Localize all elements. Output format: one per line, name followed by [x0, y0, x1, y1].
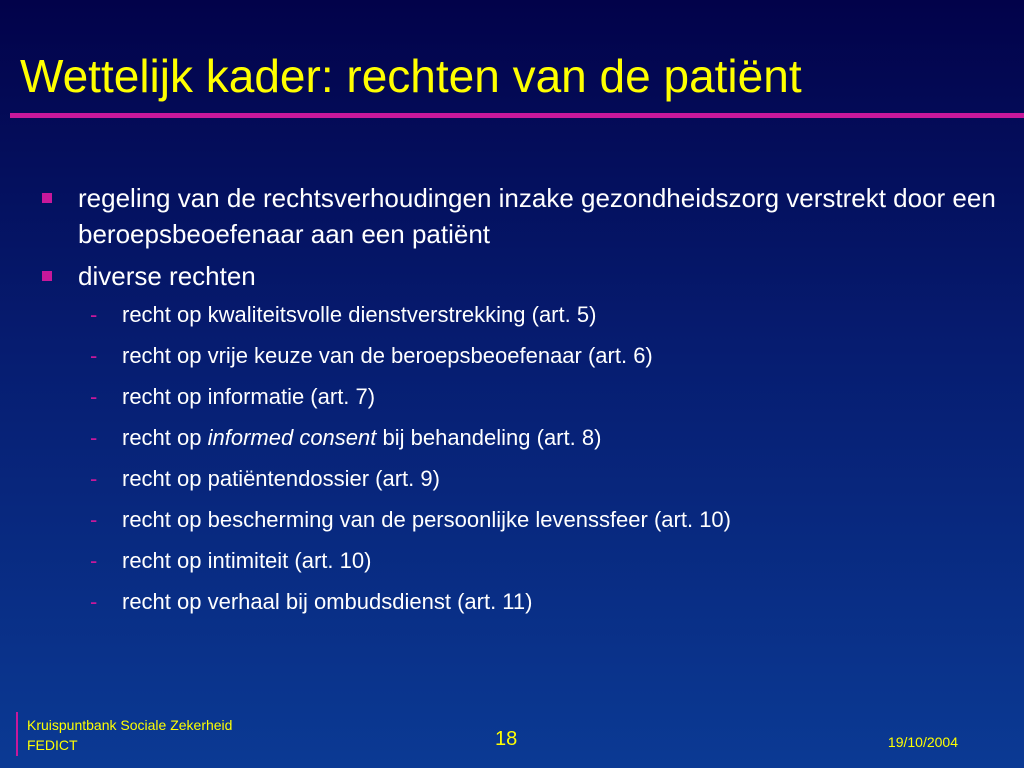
sub-bullet-item [40, 300, 1000, 330]
sub-bullet-emphasis: informed consent [207, 425, 377, 450]
dash-bullet-icon: - [90, 425, 98, 450]
title-divider [10, 113, 1024, 118]
slide-content [40, 180, 1000, 628]
dash-bullet-icon: - [90, 548, 98, 573]
sub-bullet-item [40, 341, 1000, 371]
footer-divider [16, 712, 18, 756]
sub-bullet-list [40, 300, 1000, 617]
square-bullet-icon [42, 193, 52, 203]
sub-bullet-text-suffix: bij behandeling (art. 8) [376, 425, 602, 450]
sub-bullet-item [40, 382, 1000, 412]
sub-bullet-text: recht op bescherming van de persoonlijke levenssfeer (art. 10) [122, 507, 731, 532]
sub-bullet-text: recht op patiëntendossier (art. 9) [122, 466, 440, 491]
dash-bullet-icon: - [90, 466, 98, 491]
sub-bullet-text: recht op informatie (art. 7) [122, 384, 376, 409]
sub-bullet-text: recht op vrije keuze van de beroepsbeoefenaar (art. 6) [122, 343, 653, 368]
dash-bullet-icon: - [90, 302, 98, 327]
slide-title: Wettelijk kader: rechten van de patiënt [20, 50, 802, 102]
sub-bullet-text: recht op intimiteit (art. 10) [122, 548, 372, 573]
bullet-text: regeling van de rechtsverhoudingen inzake gezondheidszorg verstrekt door een beroepsbeoefenaar aan een patiënt [78, 183, 996, 249]
bullet-text: diverse rechten [78, 261, 256, 291]
dash-bullet-icon: - [90, 507, 98, 532]
footer-org-name: Kruispuntbank Sociale Zekerheid [27, 717, 233, 733]
page-number: 18 [495, 728, 518, 750]
footer-org-unit: FEDICT [27, 737, 78, 753]
bullet-item [40, 258, 1000, 294]
footer-date: 19/10/2004 [887, 734, 958, 750]
square-bullet-icon [42, 271, 52, 281]
footer-organization [27, 715, 232, 755]
sub-bullet-item [40, 464, 1000, 494]
bullet-item [40, 180, 1000, 252]
sub-bullet-item [40, 587, 1000, 617]
dash-bullet-icon: - [90, 384, 98, 409]
sub-bullet-item [40, 505, 1000, 535]
sub-bullet-text: recht op kwaliteitsvolle dienstverstrekking (art. 5) [122, 302, 597, 327]
sub-bullet-text-prefix: recht op [122, 425, 208, 450]
sub-bullet-item [40, 546, 1000, 576]
dash-bullet-icon: - [90, 343, 98, 368]
sub-bullet-text: recht op verhaal bij ombudsdienst (art. 11) [122, 589, 533, 614]
sub-bullet-item [40, 423, 1000, 453]
dash-bullet-icon: - [90, 589, 98, 614]
